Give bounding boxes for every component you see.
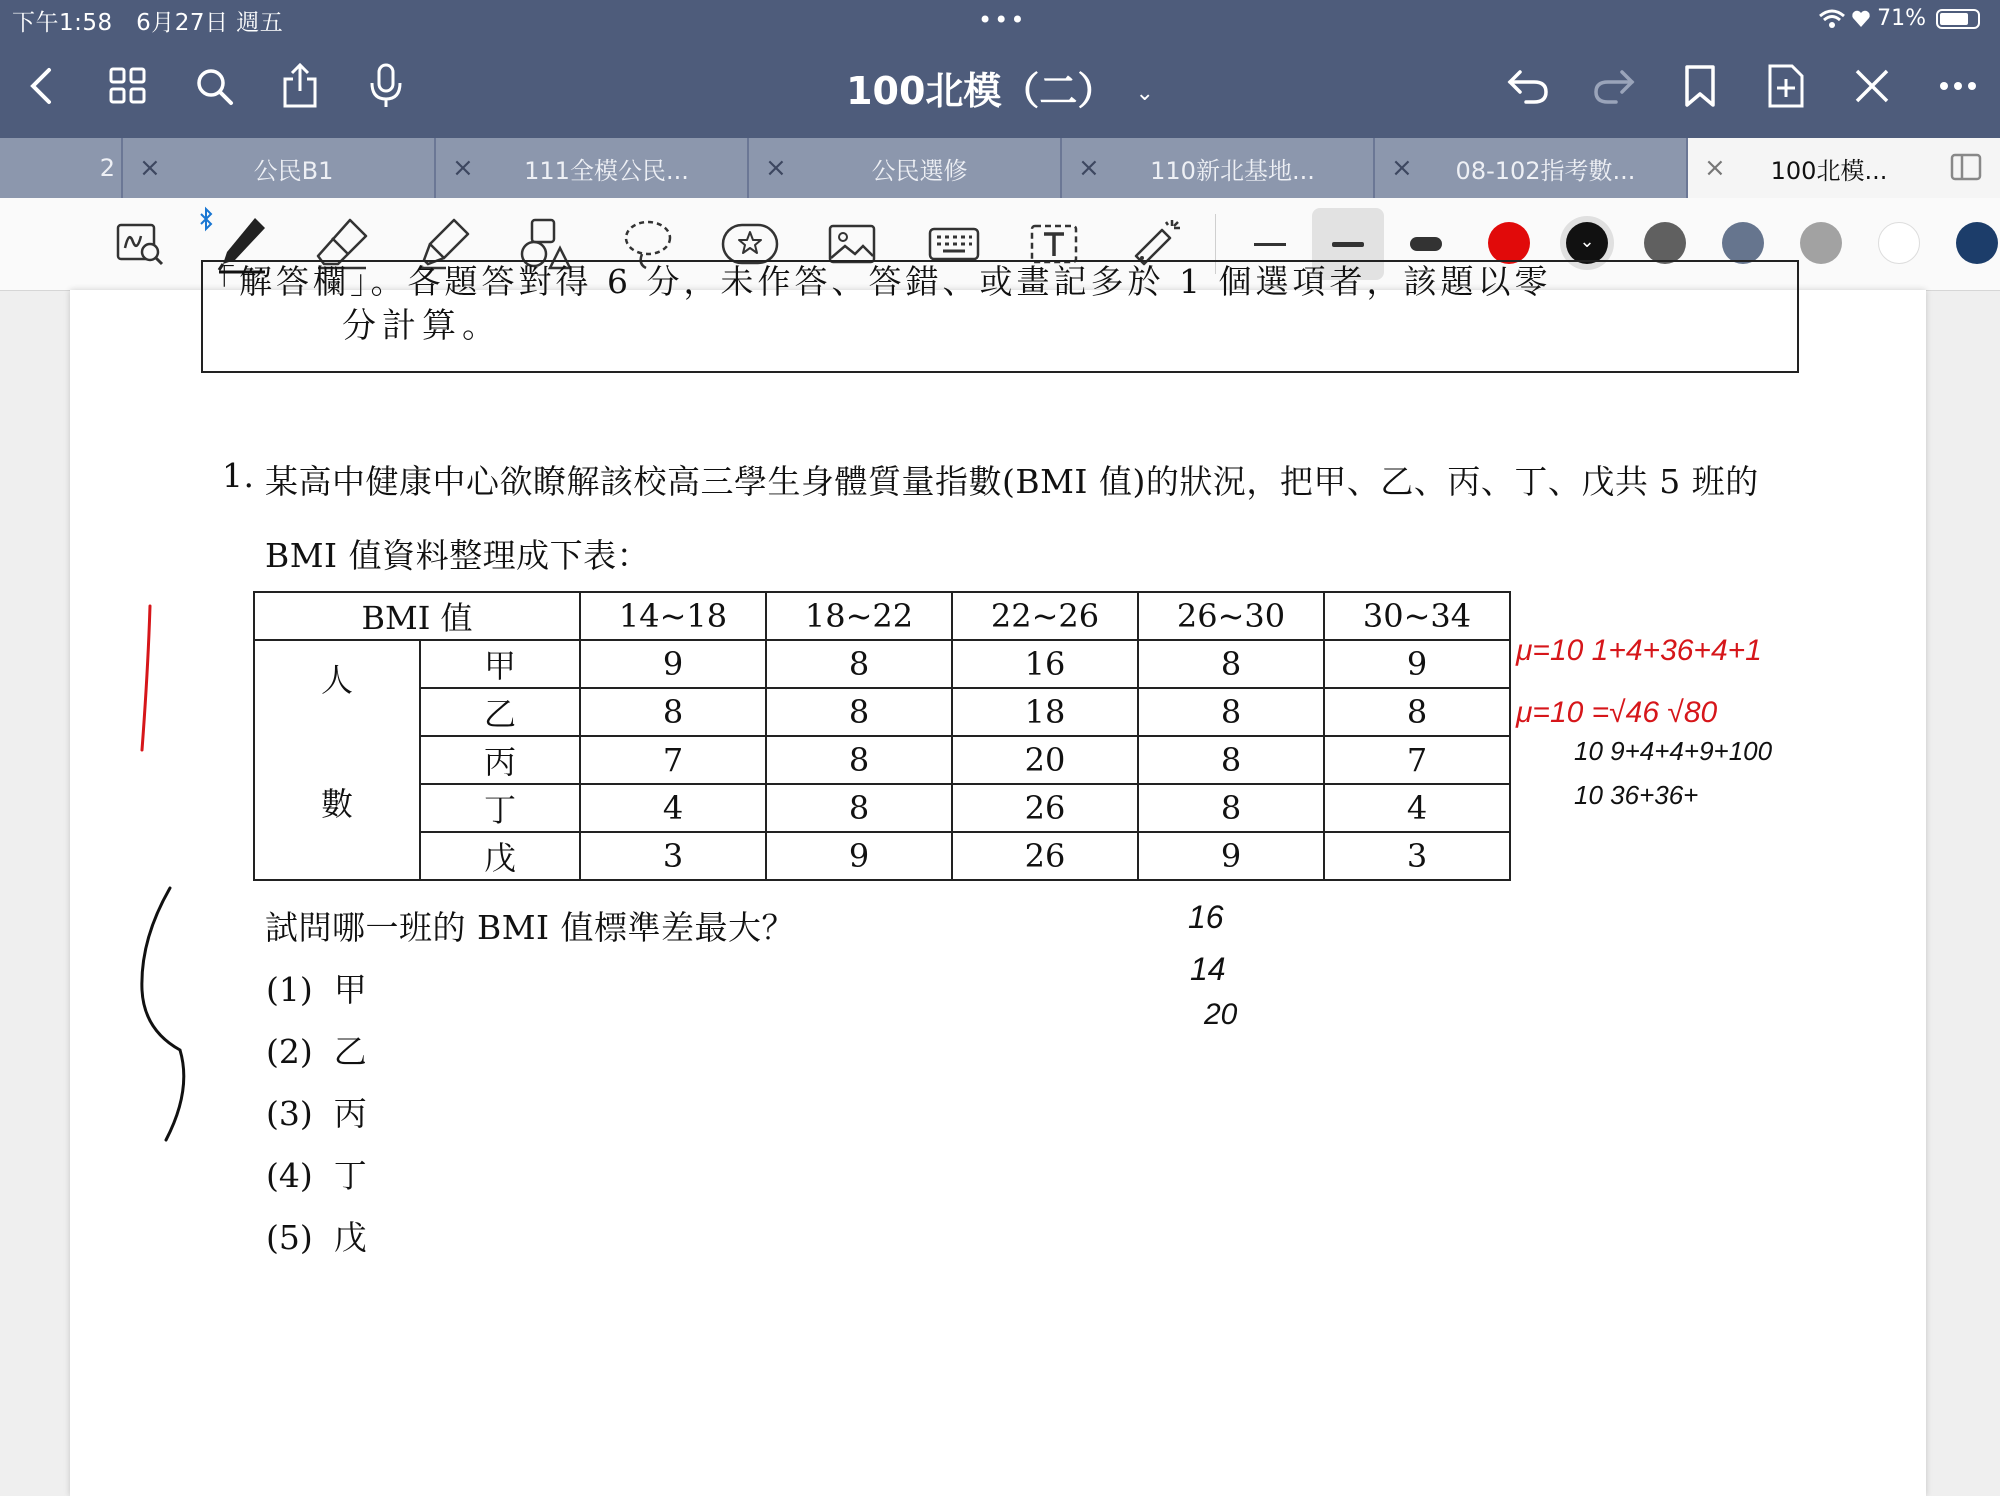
tab-close-icon[interactable]: × (139, 153, 161, 183)
option-number: (3) (266, 1094, 313, 1133)
more-icon[interactable] (1930, 58, 1986, 114)
table-cell: 8 (766, 688, 952, 736)
table-col-header: 14~18 (580, 592, 766, 640)
table-cell: 8 (1138, 688, 1324, 736)
table-cell: 8 (1138, 640, 1324, 688)
option-text: 甲 (333, 970, 367, 1009)
table-cell: 8 (766, 784, 952, 832)
undo-icon[interactable] (1500, 58, 1556, 114)
table-cell: 7 (1324, 736, 1510, 784)
tab-label: 公民選修 (871, 156, 968, 185)
document-title-text: 100北模（二） (846, 69, 1116, 113)
option-text: 丙 (333, 1094, 367, 1133)
option-number: (4) (266, 1156, 313, 1195)
question-line2: BMI 值資料整理成下表： (265, 536, 651, 575)
table-cell: 8 (766, 640, 952, 688)
color-swatch-white[interactable] (1878, 222, 1920, 264)
table-cell: 3 (1324, 832, 1510, 880)
tab-close-icon[interactable]: × (765, 153, 787, 183)
table-cell: 8 (766, 736, 952, 784)
battery-percent: 71% (1877, 6, 1926, 31)
wifi-icon (1819, 9, 1845, 29)
table-cell: 26 (952, 832, 1138, 880)
table-row-class: 丁 (420, 784, 580, 832)
table-cell: 9 (1138, 832, 1324, 880)
tab-1[interactable] (0, 138, 123, 198)
table-cell: 26 (952, 784, 1138, 832)
option-number: (2) (266, 1032, 313, 1071)
status-time-date (12, 4, 283, 37)
table-col-header: 18~22 (766, 592, 952, 640)
pdf-page[interactable] (70, 262, 1926, 1496)
status-date: 6月27日 週五 (136, 10, 284, 36)
group-label-top: 人 (320, 661, 353, 699)
split-view-icon[interactable] (1950, 152, 1984, 182)
heart-icon (1851, 10, 1871, 28)
table-cell: 4 (580, 784, 766, 832)
close-tools-icon[interactable] (1844, 58, 1900, 114)
tab-label: 110新北基地... (1150, 156, 1315, 185)
tab-active[interactable] (1688, 138, 2000, 198)
tab-4[interactable] (749, 138, 1062, 198)
handwritten-red-line2: μ=10 =√46 √80 (1516, 696, 1718, 729)
notice-line2: 分計算。 (342, 306, 502, 346)
option-text: 丁 (333, 1156, 367, 1195)
tab-close-icon[interactable]: × (1391, 153, 1413, 183)
color-swatch-black-selected[interactable]: ⌄ (1560, 216, 1614, 270)
tab-label: 2 (99, 154, 115, 182)
handwritten-black-line3: 10 9+4+4+9+100 (1574, 736, 1773, 766)
table-cell: 16 (952, 640, 1138, 688)
color-swatch-gray[interactable] (1800, 222, 1842, 264)
status-time: 下午1:58 (12, 10, 113, 36)
handwriting-layer[interactable] (70, 290, 1926, 1496)
handwritten-16: 16 (1188, 899, 1224, 935)
add-page-icon[interactable] (1758, 58, 1814, 114)
table-cell: 9 (766, 832, 952, 880)
document-tabs (0, 138, 2000, 198)
table-cell: 8 (1324, 688, 1510, 736)
handwritten-black-line4: 10 36+36+ (1574, 780, 1699, 810)
question-number: 1. (222, 456, 255, 495)
status-indicators (1819, 6, 1980, 31)
table-cell: 9 (1324, 640, 1510, 688)
table-row-class: 丙 (420, 736, 580, 784)
red-margin-stroke (142, 606, 150, 750)
table-cell: 9 (580, 640, 766, 688)
black-brace-stroke (142, 888, 184, 1140)
multitask-dots[interactable]: ••• (978, 6, 1027, 34)
tab-close-icon[interactable]: × (452, 153, 474, 183)
tab-5[interactable] (1062, 138, 1375, 198)
handwritten-20: 20 (1204, 998, 1238, 1031)
table-cell: 4 (1324, 784, 1510, 832)
table-header-label: BMI 值 (254, 592, 580, 640)
tab-6[interactable] (1375, 138, 1688, 198)
table-col-header: 26~30 (1138, 592, 1324, 640)
table-row-class: 甲 (420, 640, 580, 688)
top-bar (0, 0, 2000, 138)
group-label-bottom: 數 (320, 785, 353, 823)
redo-icon[interactable] (1586, 58, 1642, 114)
tab-label: 公民B1 (253, 156, 334, 185)
table-cell: 8 (580, 688, 766, 736)
table-cell: 18 (952, 688, 1138, 736)
handwritten-14: 14 (1190, 951, 1226, 987)
bookmark-icon[interactable] (1672, 58, 1728, 114)
table-cell: 7 (580, 736, 766, 784)
table-row-class: 戊 (420, 832, 580, 880)
tab-label: 111全模公民... (524, 156, 689, 185)
tab-label: 100北模... (1770, 156, 1888, 185)
table-cell: 8 (1138, 784, 1324, 832)
option-number: (5) (266, 1218, 313, 1257)
question-prompt: 試問哪一班的 BMI 值標準差最大？ (265, 908, 796, 947)
tab-label: 08-102指考數... (1455, 156, 1636, 185)
table-cell: 8 (1138, 736, 1324, 784)
color-swatch-navy[interactable] (1956, 222, 1998, 264)
handwritten-red-line1: μ=10 1+4+36+4+1 (1516, 634, 1762, 667)
notice-cut-line: 「解答欄」。各題答對得 6 分，未作答、答錯、或畫記多於 1 個選項者，該題以零 (202, 262, 1552, 301)
table-cell: 3 (580, 832, 766, 880)
option-text: 乙 (333, 1032, 367, 1071)
title-chevron-down-icon[interactable]: ⌄ (1135, 81, 1154, 106)
table-row-class: 乙 (420, 688, 580, 736)
battery-icon (1936, 9, 1980, 29)
tab-close-icon[interactable]: × (1704, 153, 1726, 183)
tab-2[interactable] (123, 138, 436, 198)
option-number: (1) (266, 970, 313, 1009)
tab-3[interactable] (436, 138, 749, 198)
table-cell: 20 (952, 736, 1138, 784)
table-col-header: 30~34 (1324, 592, 1510, 640)
option-text: 戊 (333, 1218, 367, 1257)
table-col-header: 22~26 (952, 592, 1138, 640)
tab-close-icon[interactable]: × (1078, 153, 1100, 183)
question-line1: 某高中健康中心欲瞭解該校高三學生身體質量指數(BMI 值)的狀況，把甲、乙、丙、丁、戊共 5 班的 (265, 462, 1759, 501)
